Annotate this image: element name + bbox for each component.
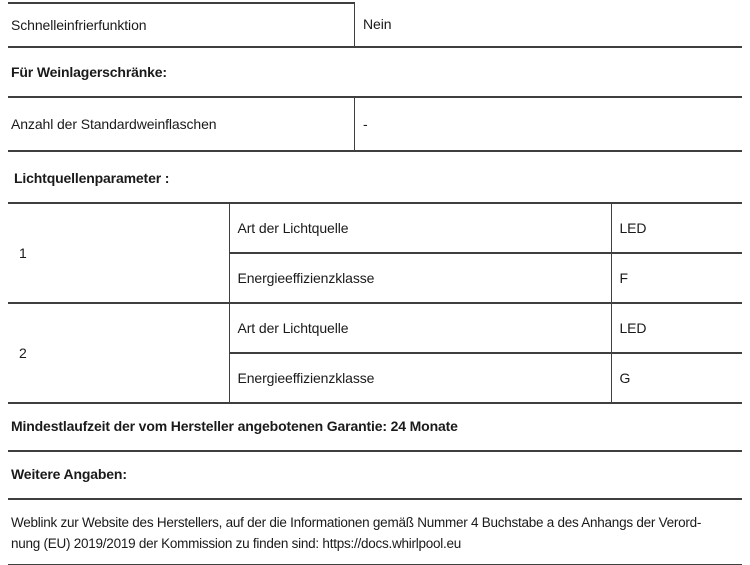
weblink-line-1: Weblink zur Website des Herstellers, auf der die Informationen gemäß Nummer 4 Buchstabe a des Anhangs der Verord-	[11, 515, 702, 530]
light-source-table	[8, 202, 742, 404]
light-source-1-type-value: LED	[611, 203, 742, 253]
row-quickfreeze-function	[8, 2, 742, 48]
divider	[8, 498, 742, 500]
section-heading-additional-info: Weitere Angaben:	[11, 466, 127, 482]
light-source-1-index: 1	[19, 245, 27, 261]
light-source-1-type-label: Art der Lichtquelle	[229, 203, 611, 253]
weblink-line-2: nung (EU) 2019/2019 der Kommission zu finden sind: https://docs.whirlpool.eu	[11, 536, 462, 551]
light-source-2-energy-class-label: Energieeffizienzklasse	[229, 353, 611, 403]
warranty-statement: Mindestlaufzeit der vom Hersteller angebotenen Garantie: 24 Monate	[11, 418, 458, 434]
light-source-2-index: 2	[8, 303, 229, 403]
divider	[8, 450, 742, 452]
section-heading-light-source-parameters: Lichtquellenparameter :	[14, 170, 170, 186]
light-source-2-type-value: LED	[611, 303, 742, 353]
light-source-1-energy-class-value: F	[611, 253, 742, 303]
row-value: -	[354, 98, 742, 150]
row-label: Anzahl der Standardweinflaschen	[11, 116, 217, 132]
table-row	[8, 203, 742, 253]
row-label: Schnelleinfrierfunktion	[8, 2, 354, 46]
manufacturer-weblink-paragraph	[11, 512, 742, 554]
row-value: Nein	[354, 2, 742, 46]
light-source-2-type-label: Art der Lichtquelle	[229, 303, 611, 353]
section-heading-wine-storage: Für Weinlagerschränke:	[11, 64, 167, 80]
light-source-1-energy-class-label: Energieeffizienzklasse	[229, 253, 611, 303]
table-row	[8, 303, 742, 353]
row-wine-bottle-count	[8, 96, 742, 152]
light-source-2-energy-class-value: G	[611, 353, 742, 403]
